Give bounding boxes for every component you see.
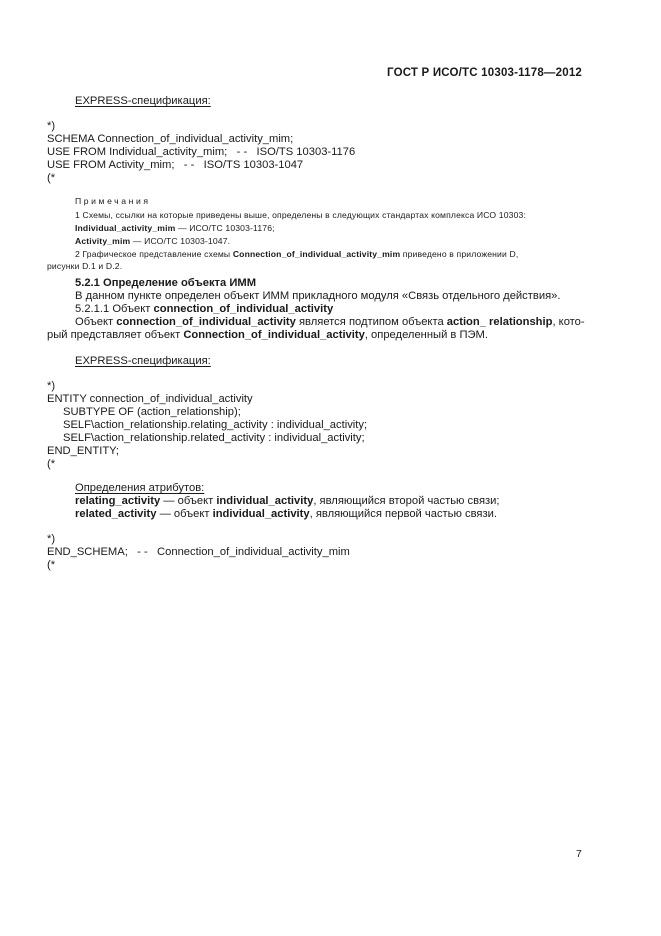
attribute-definition: relating_activity — объект individual_activity, являющийся второй частью связи; xyxy=(75,495,500,507)
express-spec-label: EXPRESS-спецификация: xyxy=(75,355,211,367)
attribute-definition: related_activity — объект individual_activity, являющийся первой частью связи. xyxy=(75,508,497,520)
code-line: SELF\action_relationship.relating_activity : individual_activity; xyxy=(63,419,368,431)
code-line: *) xyxy=(47,380,56,392)
section-paragraph: рый представляет объект Connection_of_individual_activity, определенный в ПЭМ. xyxy=(47,329,488,341)
code-line: USE FROM Activity_mim; - - ISO/TS 10303-1047 xyxy=(47,159,304,171)
code-line: SCHEMA Connection_of_individual_activity_mim; xyxy=(47,133,294,145)
express-spec-label: EXPRESS-спецификация: xyxy=(75,95,211,107)
code-line: (* xyxy=(47,172,56,184)
code-line: *) xyxy=(47,120,56,132)
code-line: END_ENTITY; xyxy=(47,445,120,457)
attributes-title: Определения атрибутов: xyxy=(75,482,205,494)
section-paragraph: Объект connection_of_individual_activity является подтипом объекта action_ relationship, кото- xyxy=(75,316,585,328)
code-line: *) xyxy=(47,533,56,545)
note-1-item: Individual_activity_mim — ИСО/ТС 10303-1176; xyxy=(75,223,275,233)
code-line: (* xyxy=(47,559,56,571)
subsection-heading: 5.2.1.1 Объект connection_of_individual_activity xyxy=(75,303,334,315)
code-line: (* xyxy=(47,458,56,470)
document-header: ГОСТ Р ИСО/ТС 10303-1178—2012 xyxy=(387,67,583,79)
note-2: 2 Графическое представление схемы Connection_of_individual_activity_mim приведено в приложении D, xyxy=(75,249,519,259)
section-paragraph: В данном пункте определен объект ИММ прикладного модуля «Связь отдельного действия». xyxy=(75,290,561,302)
note-1-item: Activity_mim — ИСО/ТС 10303-1047. xyxy=(75,236,231,246)
code-line: SELF\action_relationship.related_activity : individual_activity; xyxy=(63,432,365,444)
code-line: ENTITY connection_of_individual_activity xyxy=(47,393,253,405)
section-heading: 5.2.1 Определение объекта ИММ xyxy=(75,277,257,289)
note-1: 1 Схемы, ссылки на которые приведены выше, определены в следующих стандартах комплекса ИСО 10303: xyxy=(75,210,526,220)
note-2-continued: рисунки D.1 и D.2. xyxy=(47,261,123,271)
code-line: USE FROM Individual_activity_mim; - - ISO/TS 10303-1176 xyxy=(47,146,356,158)
page-number: 7 xyxy=(576,848,582,860)
code-line: SUBTYPE OF (action_relationship); xyxy=(63,406,241,418)
notes-title: Примечания xyxy=(75,196,151,206)
code-line: END_SCHEMA; - - Connection_of_individual_activity_mim xyxy=(47,546,350,558)
